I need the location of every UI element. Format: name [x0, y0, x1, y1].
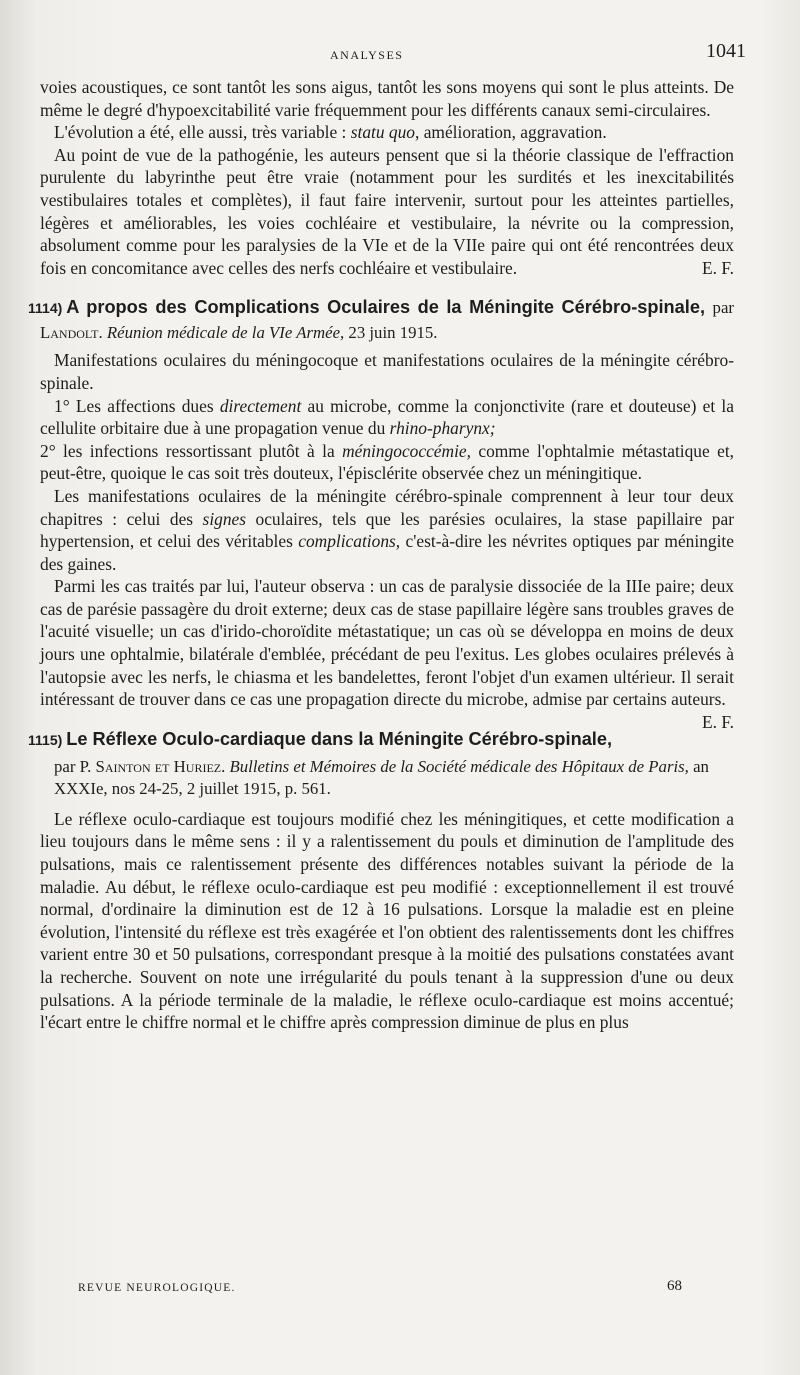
article-title: 1115) Le Réflexe Oculo-cardiaque dans la Méningite Cérébro-spinale, [28, 728, 613, 749]
running-head: ANALYSES [330, 48, 404, 62]
author-signature: E. F. [702, 257, 734, 278]
page-header [40, 40, 746, 76]
article-1115 [28, 727, 734, 1034]
paragraph: Au point de vue de la pathogénie, les auteurs pensent que si la théorie classique de l'effraction purulente du labyrinthe peut être vraie (notamment pour les surdités et les inexcitabilités vestibulaires totales et complètes), il faut faire intervenir, surtout pour les atteintes partielles, légères et améliorables, les voies cochléaire et vestibulaire, la névrite ou la compression, absolument comme pour les paralysies de la VIe et de la VIIe paire qui ont été rencontrées deux fois en concomitance avec celles des nerfs cochléaire et vestibulaire. E. F. [40, 144, 734, 278]
paragraph: 2° les infections ressortissant plutôt à la méningococcémie, comme l'ophtalmie métastatique et, peut-être, quoique le cas soit très douteux, l'épisclérite observée chez un méningitique. [40, 440, 734, 484]
paragraph: Manifestations oculaires du méningocoque et manifestations oculaires de la méningite cérébro-spinale. [40, 350, 734, 393]
page-footer [78, 1278, 682, 1294]
article-byline: par Landolt. Réunion médicale de la VIe Armée, 23 juin 1915. [40, 298, 734, 343]
paragraph: voies acoustiques, ce sont tantôt les sons aigus, tantôt les sons moyens qui sont le plus atteints. De même le degré d'hypoexcitabilité varie fréquemment pour les différents canaux semi-circulaires. [40, 77, 734, 120]
article-byline: par P. Sainton et Huriez. Bulletins et Mémoires de la Société médicale des Hôpitaux de Paris, an XXXIe, nos 24-25, 2 juillet 1915, p. 561. [54, 756, 709, 798]
article-number: 1115) [28, 731, 63, 748]
article-1114 [28, 295, 734, 732]
page-number: 1041 [706, 40, 746, 62]
paragraph: Les manifestations oculaires de la méningite cérébro-spinale comprennent à leur tour deux chapitres : celui des signes oculaires, tels que les parésies oculaires, la stase papillaire par hypertension, et celui des véritables complications, c'est-à-dire les névrites optiques par méningite des gaines. [40, 485, 734, 574]
journal-name: REVUE NEUROLOGIQUE. [78, 1282, 236, 1294]
page-content [28, 76, 734, 1034]
article-number: 1114) [28, 300, 63, 317]
paragraph: Parmi les cas traités par lui, l'auteur observa : un cas de paralysie dissociée de la IIIe paire; deux cas de parésie passagère du droit externe; deux cas de stase papillaire légère sans troubles graves de l'acuité visuelle; un cas d'irido-choroïdite métastatique; un cas où se développa en moins de deux jours une ophtalmie, bilatérale d'emblée, précédant de peu l'exitus. Les globes oculaires prélevés à l'autopsie avec les nerfs, le chiasma et les bandelettes, feront l'objet d'un examen ultérieur. Il serait intéressant de trouver dans ce cas une propagation directe du microbe, admise par certains auteurs. E. F. [40, 576, 734, 732]
signature-mark: 68 [667, 1278, 682, 1294]
article-title: 1114) A propos des Complications Oculaires de la Méningite Cérébro-spinale, par Landolt. Réunion médicale de la VIe Armée, 23 juin 1915. [28, 297, 734, 343]
paragraph: Le réflexe oculo-cardiaque est toujours modifié chez les méningitiques, et cette modification a lieu toujours dans le même sens : il y a ralentissement du pouls et diminution de l'amplitude des pulsations, mais ce ralentissement présente des différences notables suivant la période de la maladie. Au début, le réflexe oculo-cardiaque est peu modifié : exceptionnellement il est trouvé normal, d'ordinaire la diminution est de 12 à 16 pulsations. Lorsque la maladie est en pleine évolution, l'intensité du réflexe est très exagérée et l'on obtient des ralentissements dont les chiffres varient entre 30 et 50 pulsations, correspondant presque à la moitié des pulsations constatées avant la recherche. Souvent on note une irrégularité du pouls tenant à la suppression d'une ou deux pulsations. A la période terminale de la maladie, le réflexe oculo-cardiaque est moins accentué; l'écart entre le chiffre normal et le chiffre après compression diminue de plus en plus [40, 808, 734, 1033]
paragraph: 1° Les affections dues directement au microbe, comme la conjonctivite (rare et douteuse) et la cellulite orbitaire due à une propagation venue du rhino-pharynx; [40, 395, 734, 439]
previous-article-continuation [40, 76, 734, 279]
paragraph: L'évolution a été, elle aussi, très variable : statu quo, amélioration, aggravation. [54, 122, 607, 143]
author-signature: E. F. [702, 711, 734, 732]
